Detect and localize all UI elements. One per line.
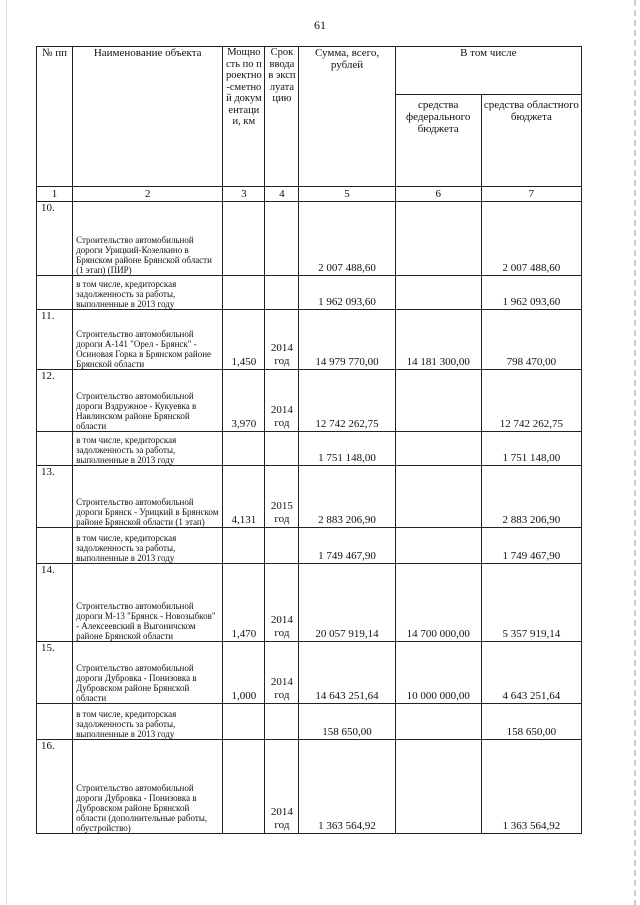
total-value: 1 363 564,92: [299, 740, 395, 834]
total-value: 20 057 919,14: [299, 564, 395, 642]
table-row: [37, 310, 582, 370]
table-row: [37, 642, 582, 704]
capacity-value: [223, 202, 265, 276]
federal-value: [395, 740, 481, 834]
regional-value: 798 470,00: [481, 310, 581, 370]
row-number: 14.: [37, 564, 73, 642]
table-row: [37, 704, 582, 740]
capacity-value: [223, 276, 265, 310]
total-value: 2 883 206,90: [299, 466, 395, 528]
row-number: 12.: [37, 370, 73, 432]
header-deadline: Срок ввода в эксплуатацию: [265, 47, 299, 187]
header-regional: средства областного бюджета: [481, 95, 581, 187]
object-name: в том числе, кредиторская задолженность за работы, выполненные в 2013 году: [73, 432, 223, 466]
row-number: [37, 432, 73, 466]
deadline-value: [265, 432, 299, 466]
deadline-value: [265, 276, 299, 310]
column-index: 2: [73, 187, 223, 202]
object-name: Строительство автомобильной дороги Урицкий-Козелкино в Брянском районе Брянской области (1 этап) (ПИР): [73, 202, 223, 276]
federal-value: [395, 704, 481, 740]
table-row: [37, 370, 582, 432]
deadline-value: 2015 год: [265, 466, 299, 528]
table-row: [37, 276, 582, 310]
federal-value: [395, 370, 481, 432]
regional-value: 1 962 093,60: [481, 276, 581, 310]
objects-table: [36, 46, 582, 834]
total-value: 14 979 770,00: [299, 310, 395, 370]
federal-value: [395, 432, 481, 466]
total-value: 1 962 093,60: [299, 276, 395, 310]
federal-value: 14 700 000,00: [395, 564, 481, 642]
federal-value: 10 000 000,00: [395, 642, 481, 704]
total-value: 1 751 148,00: [299, 432, 395, 466]
object-name: Строительство автомобильной дороги Дубровка - Понизовка в Дубровском районе Брянской области: [73, 642, 223, 704]
deadline-value: 2014 год: [265, 740, 299, 834]
total-value: 2 007 488,60: [299, 202, 395, 276]
deadline-value: [265, 202, 299, 276]
object-name: в том числе, кредиторская задолженность за работы, выполненные в 2013 году: [73, 276, 223, 310]
deadline-value: [265, 528, 299, 564]
capacity-value: [223, 432, 265, 466]
page-number: 61: [314, 18, 326, 32]
row-number: 16.: [37, 740, 73, 834]
column-index: 4: [265, 187, 299, 202]
object-name: Строительство автомобильной дороги М-13 "Брянск - Новозыбков" - Алексеевский в Выгоничском районе Брянской области: [73, 564, 223, 642]
header-federal: средства федерального бюджета: [395, 95, 481, 187]
regional-value: 4 643 251,64: [481, 642, 581, 704]
total-value: 1 749 467,90: [299, 528, 395, 564]
capacity-value: 3,970: [223, 370, 265, 432]
table-row: [37, 432, 582, 466]
header-total: Сумма, всего, рублей: [299, 47, 395, 187]
federal-value: 14 181 300,00: [395, 310, 481, 370]
regional-value: 158 650,00: [481, 704, 581, 740]
table-row: [37, 202, 582, 276]
deadline-value: 2014 год: [265, 642, 299, 704]
column-index: 7: [481, 187, 581, 202]
deadline-value: 2014 год: [265, 310, 299, 370]
deadline-value: 2014 год: [265, 564, 299, 642]
row-number: 11.: [37, 310, 73, 370]
object-name: Строительство автомобильной дороги Дубровка - Понизовка в Дубровском районе Брянской области (дополнительные работы, обустройство): [73, 740, 223, 834]
federal-value: [395, 466, 481, 528]
row-number: 15.: [37, 642, 73, 704]
federal-value: [395, 276, 481, 310]
capacity-value: [223, 528, 265, 564]
total-value: 12 742 262,75: [299, 370, 395, 432]
capacity-value: 1,450: [223, 310, 265, 370]
object-name: в том числе, кредиторская задолженность за работы, выполненные в 2013 году: [73, 704, 223, 740]
header-including: В том числе: [395, 47, 581, 95]
capacity-value: 1,470: [223, 564, 265, 642]
federal-value: [395, 202, 481, 276]
column-index: 6: [395, 187, 481, 202]
column-index-row: [37, 187, 582, 202]
regional-value: 2 883 206,90: [481, 466, 581, 528]
object-name: Строительство автомобильной дороги Брянск - Урицкий в Брянском районе Брянской области (1 этап): [73, 466, 223, 528]
table-row: [37, 564, 582, 642]
row-number: [37, 276, 73, 310]
column-index: 1: [37, 187, 73, 202]
scan-edge-right: [634, 0, 636, 905]
total-value: 14 643 251,64: [299, 642, 395, 704]
table-row: [37, 740, 582, 834]
scan-edge-left: [6, 0, 7, 905]
capacity-value: [223, 740, 265, 834]
table-row: [37, 466, 582, 528]
column-index: 3: [223, 187, 265, 202]
column-index: 5: [299, 187, 395, 202]
object-name: Строительство автомобильной дороги Вздружное - Кукуевка в Навлинском районе Брянской области: [73, 370, 223, 432]
regional-value: 1 363 564,92: [481, 740, 581, 834]
object-name: в том числе, кредиторская задолженность за работы, выполненные в 2013 году: [73, 528, 223, 564]
header-num: № пп: [37, 47, 73, 187]
regional-value: 2 007 488,60: [481, 202, 581, 276]
header-capacity: Мощность по проектно-сметной документации, км: [223, 47, 265, 187]
header-name: Наименование объекта: [73, 47, 223, 187]
regional-value: 1 749 467,90: [481, 528, 581, 564]
capacity-value: 1,000: [223, 642, 265, 704]
capacity-value: [223, 704, 265, 740]
object-name: Строительство автомобильной дороги А-141 "Орел - Брянск" - Осиновая Горка в Брянском районе Брянской области: [73, 310, 223, 370]
regional-value: 12 742 262,75: [481, 370, 581, 432]
row-number: [37, 528, 73, 564]
table-row: [37, 528, 582, 564]
regional-value: 5 357 919,14: [481, 564, 581, 642]
deadline-value: 2014 год: [265, 370, 299, 432]
row-number: 13.: [37, 466, 73, 528]
regional-value: 1 751 148,00: [481, 432, 581, 466]
capacity-value: 4,131: [223, 466, 265, 528]
total-value: 158 650,00: [299, 704, 395, 740]
row-number: [37, 704, 73, 740]
deadline-value: [265, 704, 299, 740]
federal-value: [395, 528, 481, 564]
row-number: 10.: [37, 202, 73, 276]
